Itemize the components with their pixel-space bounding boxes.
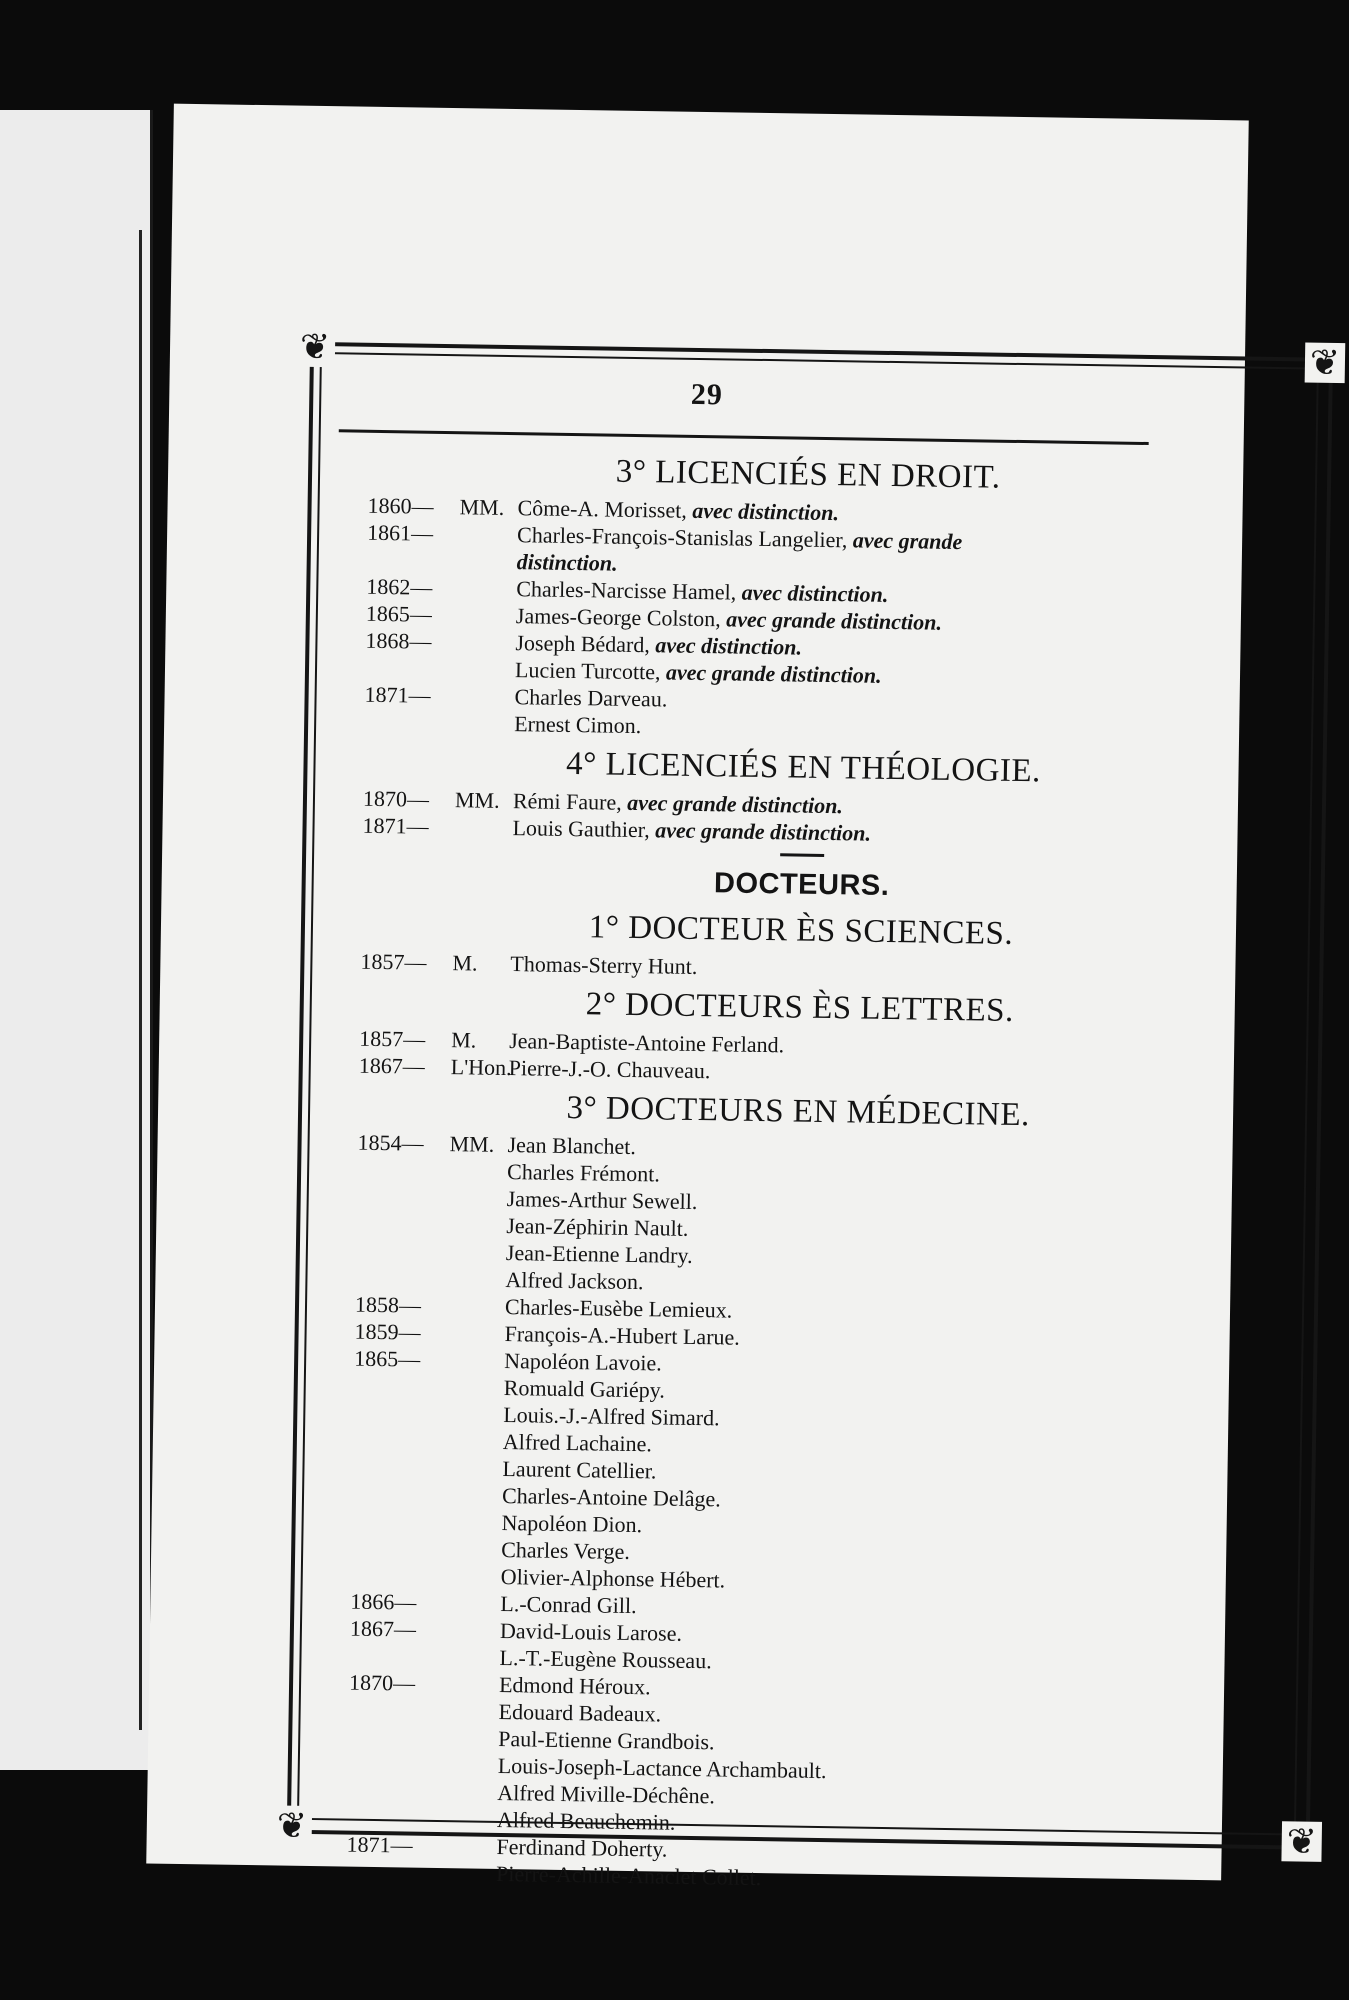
entry-name-text: Edmond Héroux. bbox=[498, 1671, 651, 1700]
entry-name-text: Charles-Narcisse Hamel, bbox=[516, 576, 737, 605]
page-number: 29 bbox=[690, 377, 724, 412]
entry-prefix bbox=[440, 1778, 500, 1779]
entry-year bbox=[352, 1480, 442, 1481]
entry-prefix bbox=[458, 601, 518, 602]
entry-prefix bbox=[444, 1508, 504, 1509]
entry-year: 1871— bbox=[346, 1831, 413, 1858]
entry-year: 1857— bbox=[360, 948, 427, 975]
entry-prefix bbox=[441, 1670, 501, 1671]
entry-prefix: L'Hon. bbox=[450, 1054, 512, 1081]
entry-prefix bbox=[439, 1832, 499, 1833]
entry-prefix bbox=[438, 1859, 498, 1860]
entry-distinction: avec grande distinction. bbox=[665, 659, 882, 688]
fleuron-corner-icon: ❦ bbox=[1281, 1821, 1322, 1862]
entry-name-text: Jean Blanchet. bbox=[507, 1132, 637, 1160]
entry-prefix: M. bbox=[451, 1027, 477, 1053]
entry-name-text: Olivier-Alphonse Hébert. bbox=[500, 1563, 726, 1593]
entry-name-text: Alfred Jackson. bbox=[505, 1267, 644, 1295]
entry-name-text: Louis-Joseph-Lactance Archambault. bbox=[497, 1752, 827, 1784]
section-heading: 1° DOCTEUR ÈS SCIENCES. bbox=[588, 909, 1014, 952]
entry-name-text: James-Arthur Sewell. bbox=[506, 1186, 698, 1215]
fleuron-corner-icon: ❦ bbox=[1305, 342, 1346, 383]
entry-year: 1854— bbox=[357, 1129, 424, 1156]
entry-distinction: distinction. bbox=[516, 549, 618, 576]
entry-name-text: James-George Colston, bbox=[515, 603, 721, 632]
entry-name-text: Charles Verge. bbox=[501, 1536, 631, 1565]
entry-name-text: Jean-Etienne Landry. bbox=[505, 1240, 693, 1268]
entry-prefix bbox=[458, 628, 518, 629]
entry-year: 1871— bbox=[362, 812, 429, 839]
entry-name-text: Charles-François-Stanislas Langelier, bbox=[516, 522, 848, 553]
entry-year bbox=[354, 1372, 444, 1373]
facing-page-frame-rule bbox=[139, 230, 142, 1730]
entry-prefix bbox=[443, 1562, 503, 1563]
entry-name bbox=[510, 950, 1240, 988]
entry-year: 1870— bbox=[362, 785, 430, 812]
section-heading: 3° DOCTEURS EN MÉDECINE. bbox=[566, 1089, 1031, 1134]
entry-prefix: MM. bbox=[459, 494, 505, 520]
entry-prefix bbox=[459, 547, 519, 548]
entry-name-text: Rémi Faure, bbox=[512, 788, 622, 815]
book-page bbox=[146, 104, 1341, 1891]
entry-prefix bbox=[439, 1805, 499, 1806]
entry-name-text: Joseph Bédard, bbox=[515, 630, 651, 658]
entry-name-text: Alfred Beauchemin. bbox=[496, 1806, 676, 1835]
entry-year: 1865— bbox=[354, 1345, 421, 1372]
entry-prefix bbox=[440, 1751, 500, 1752]
entry-year bbox=[364, 708, 454, 709]
entry-prefix: MM. bbox=[449, 1131, 495, 1157]
entry-distinction: avec grande distinction. bbox=[627, 789, 844, 819]
entry-name-text: L.-T.-Eugène Rousseau. bbox=[499, 1644, 712, 1674]
entry-year: 1865— bbox=[365, 600, 433, 627]
entry-year bbox=[353, 1453, 443, 1454]
docteurs-sections bbox=[346, 904, 1241, 1899]
entry-distinction: avec distinction. bbox=[692, 497, 840, 526]
entry-year: 1867— bbox=[358, 1052, 425, 1079]
entry-prefix bbox=[443, 1589, 503, 1590]
entry-year: 1860— bbox=[367, 492, 434, 519]
fleuron-corner-icon: ❦ bbox=[295, 327, 336, 368]
facing-page bbox=[0, 110, 153, 1770]
entry-name-text: Ernest Cimon. bbox=[513, 711, 642, 739]
entry-distinction: avec grande bbox=[852, 527, 963, 555]
entry-prefix bbox=[447, 1319, 507, 1320]
entry-distinction: avec grande distinction. bbox=[726, 606, 943, 635]
entry-name-text: Lucien Turcotte, bbox=[514, 657, 661, 685]
entry-year: 1862— bbox=[366, 573, 433, 600]
licencies-sections bbox=[362, 448, 1248, 853]
docteurs-heading: DOCTEURS. bbox=[713, 867, 890, 902]
entry-name-text: David-Louis Larose. bbox=[499, 1617, 683, 1646]
entry-year bbox=[356, 1264, 446, 1265]
entry-name-text: Pierre-Achille-Anaclet Collet. bbox=[495, 1860, 762, 1891]
entry-prefix bbox=[448, 1265, 508, 1266]
section-divider bbox=[780, 853, 824, 857]
entry-prefix bbox=[440, 1724, 500, 1725]
entry-year bbox=[346, 1858, 436, 1859]
entry-name-text: Jean-Baptiste-Antoine Ferland. bbox=[509, 1028, 785, 1058]
entry-prefix bbox=[457, 682, 517, 683]
entry-prefix bbox=[446, 1346, 506, 1347]
entry-name-text: Jean-Zéphirin Nault. bbox=[506, 1213, 689, 1241]
entry-name-text: Charles-Eusèbe Lemieux. bbox=[504, 1294, 733, 1323]
entry-prefix bbox=[443, 1535, 503, 1536]
entry-year bbox=[348, 1723, 438, 1724]
fleuron-corner-icon: ❦ bbox=[272, 1805, 313, 1846]
entry-prefix bbox=[449, 1184, 509, 1185]
entry-prefix bbox=[448, 1238, 508, 1239]
entry-name-text: Laurent Catellier. bbox=[502, 1455, 657, 1484]
entry-year: 1867— bbox=[349, 1615, 417, 1642]
entry-prefix bbox=[442, 1616, 502, 1617]
entry-prefix: MM. bbox=[454, 787, 500, 813]
entry-prefix bbox=[445, 1427, 505, 1428]
entry-name-text: Pierre-J.-O. Chauveau. bbox=[508, 1055, 711, 1084]
entry-prefix bbox=[457, 655, 517, 656]
entry-year bbox=[356, 1237, 446, 1238]
entry-name-text: Edouard Badeaux. bbox=[498, 1698, 662, 1727]
entry-prefix: M. bbox=[452, 950, 478, 976]
entry-year bbox=[350, 1642, 440, 1643]
entry-name-text: Charles Frémont. bbox=[506, 1159, 661, 1187]
entry-name-text: Alfred Miville-Déchêne. bbox=[497, 1779, 716, 1809]
section-heading: 2° DOCTEURS ÈS LETTRES. bbox=[585, 986, 1015, 1029]
entry-year bbox=[348, 1750, 438, 1751]
page-content bbox=[346, 442, 1249, 1899]
entry-prefix bbox=[449, 1157, 509, 1158]
entry-name-text: Alfred Lachaine. bbox=[502, 1429, 653, 1457]
entry-name-text: Thomas-Sterry Hunt. bbox=[510, 951, 698, 979]
entry-prefix bbox=[456, 709, 516, 710]
entry-prefix bbox=[445, 1454, 505, 1455]
entry-year bbox=[354, 1399, 444, 1400]
entry-year: 1859— bbox=[354, 1318, 421, 1345]
entry-year: 1871— bbox=[364, 681, 431, 708]
entry-prefix bbox=[459, 574, 519, 575]
entry-prefix bbox=[441, 1697, 501, 1698]
entry-year: 1870— bbox=[348, 1669, 416, 1696]
entry-year: 1857— bbox=[359, 1025, 426, 1052]
entry-name-text: Ferdinand Doherty. bbox=[496, 1833, 668, 1862]
entry-distinction: avec distinction. bbox=[741, 579, 889, 607]
entry-name-text: Louis Gauthier, bbox=[512, 815, 650, 843]
section-heading: 4° LICENCIÉS EN THÉOLOGIE. bbox=[565, 745, 1042, 790]
entry-name-text: Romuald Gariépy. bbox=[503, 1375, 666, 1403]
section-heading: 3° LICENCIÉS EN DROIT. bbox=[615, 453, 1001, 496]
entry-year bbox=[348, 1777, 438, 1778]
entry-year bbox=[352, 1507, 442, 1508]
entry-name-text: Charles-Antoine Delâge. bbox=[501, 1482, 721, 1512]
entry-name-text: François-A.-Hubert Larue. bbox=[504, 1321, 740, 1350]
entry-distinction: avec distinction. bbox=[655, 632, 803, 660]
entry-prefix bbox=[444, 1481, 504, 1482]
entry-name-text: Charles Darveau. bbox=[514, 684, 668, 712]
entry-year: 1868— bbox=[365, 627, 432, 654]
entry-prefix bbox=[459, 520, 519, 521]
entry-name-text: Napoléon Dion. bbox=[501, 1509, 643, 1538]
entry-year: 1861— bbox=[366, 519, 434, 546]
entry-name-text: Louis.-J.-Alfred Simard. bbox=[503, 1402, 720, 1431]
entry-distinction: avec grande distinction. bbox=[655, 817, 872, 846]
entry-name-text: Paul-Etienne Grandbois. bbox=[498, 1725, 715, 1755]
entry-prefix bbox=[447, 1292, 507, 1293]
entry-name-text: L.-Conrad Gill. bbox=[500, 1590, 637, 1619]
entry-name-text: Napoléon Lavoie. bbox=[503, 1348, 662, 1376]
entry-year bbox=[357, 1210, 447, 1211]
entry-prefix bbox=[449, 1211, 509, 1212]
entry-prefix bbox=[446, 1400, 506, 1401]
entry-year: 1866— bbox=[350, 1588, 417, 1615]
entry-prefix bbox=[442, 1643, 502, 1644]
entry-prefix bbox=[455, 813, 515, 814]
entry-prefix bbox=[446, 1373, 506, 1374]
entry-year: 1858— bbox=[354, 1291, 422, 1318]
entry-name-text: Côme-A. Morisset, bbox=[517, 495, 688, 523]
